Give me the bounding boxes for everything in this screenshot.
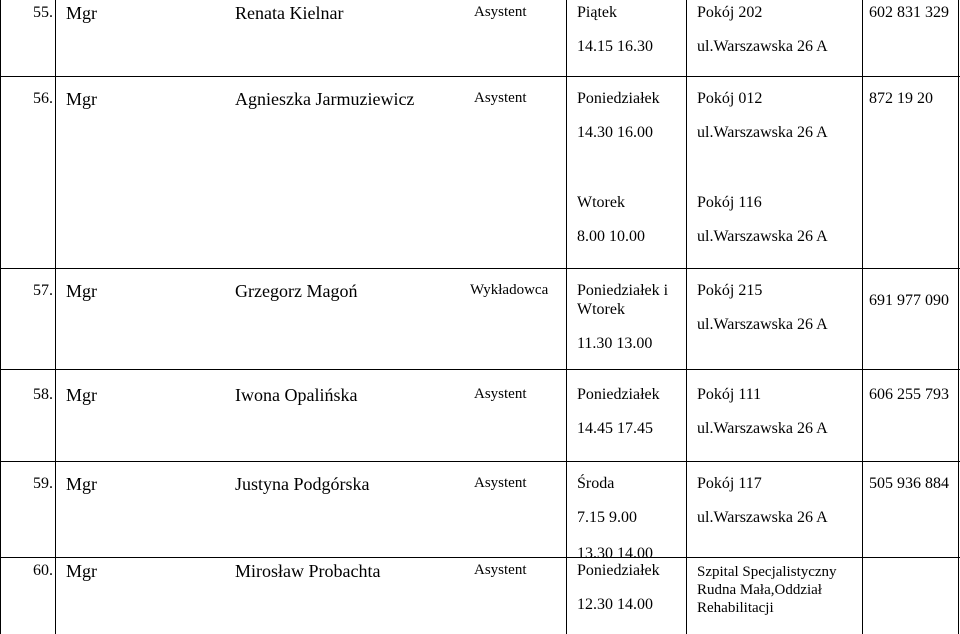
address: ul.Warszawska 26 A (697, 38, 828, 55)
day: Środa (577, 475, 615, 492)
day-line-2: Wtorek (577, 301, 625, 318)
role: Asystent (474, 386, 527, 402)
day: Poniedziałek (577, 90, 660, 107)
room-second: Pokój 116 (697, 194, 762, 211)
hours-second: 8.00 10.00 (577, 228, 645, 245)
role: Asystent (474, 90, 527, 106)
person-name: Mirosław Probachta (235, 561, 381, 581)
person-name: Justyna Podgórska (235, 474, 370, 494)
person-name: Grzegorz Magoń (235, 281, 358, 301)
row-number: 57. (33, 282, 53, 299)
hours: 14.30 16.00 (577, 124, 653, 141)
row-border (0, 461, 960, 462)
role: Asystent (474, 475, 527, 491)
address: ul.Warszawska 26 A (697, 316, 828, 333)
row-border (0, 369, 960, 370)
hours: 14.45 17.45 (577, 420, 653, 437)
hours-extra: 13.30 14.00 (577, 545, 653, 562)
column-border (55, 0, 56, 634)
room: Pokój 111 (697, 386, 762, 403)
address: ul.Warszawska 26 A (697, 420, 828, 437)
address-second: ul.Warszawska 26 A (697, 228, 828, 245)
academic-title: Mgr (66, 281, 97, 301)
room: Pokój 215 (697, 282, 763, 299)
academic-title: Mgr (66, 89, 97, 109)
room-line-1: Szpital Specjalistyczny (697, 564, 837, 580)
academic-title: Mgr (66, 561, 97, 581)
room-address (697, 563, 837, 617)
room: Pokój 202 (697, 4, 763, 21)
column-border (566, 0, 567, 634)
hours: 12.30 14.00 (577, 596, 653, 613)
day-second: Wtorek (577, 194, 625, 211)
phone: 505 936 884 (869, 475, 949, 492)
room-line-3: Rehabilitacji (697, 600, 774, 616)
row-number: 56. (33, 90, 53, 107)
person-name: Iwona Opalińska (235, 385, 358, 405)
row-number: 58. (33, 386, 53, 403)
hours: 11.30 13.00 (577, 335, 653, 352)
row-border (0, 557, 960, 558)
role: Wykładowca (470, 282, 549, 298)
day-line-1: Poniedziałek i (577, 282, 669, 299)
row-border (0, 268, 960, 269)
column-border (0, 0, 1, 634)
row-border (0, 76, 960, 77)
role: Asystent (474, 562, 527, 578)
room: Pokój 012 (697, 90, 763, 107)
address: ul.Warszawska 26 A (697, 509, 828, 526)
phone: 602 831 329 (869, 4, 949, 21)
academic-title: Mgr (66, 474, 97, 494)
row-number: 60. (33, 562, 53, 579)
hours: 14.15 16.30 (577, 38, 653, 55)
column-border (686, 0, 687, 634)
phone: 606 255 793 (869, 386, 949, 403)
academic-title: Mgr (66, 3, 97, 23)
room-line-2: Rudna Mała,Oddział (697, 582, 822, 598)
hours: 7.15 9.00 (577, 509, 637, 526)
phone: 872 19 20 (869, 90, 933, 107)
column-border (862, 0, 863, 634)
academic-title: Mgr (66, 385, 97, 405)
row-number: 55. (33, 4, 53, 21)
row-number: 59. (33, 475, 53, 492)
person-name: Renata Kielnar (235, 3, 344, 23)
day: Poniedziałek (577, 386, 660, 403)
phone: 691 977 090 (869, 292, 949, 309)
day: Piątek (577, 4, 617, 21)
address: ul.Warszawska 26 A (697, 124, 828, 141)
room: Pokój 117 (697, 475, 762, 492)
column-border (958, 0, 959, 634)
role: Asystent (474, 4, 527, 20)
day: Poniedziałek (577, 562, 660, 579)
person-name: Agnieszka Jarmuziewicz (235, 89, 415, 109)
